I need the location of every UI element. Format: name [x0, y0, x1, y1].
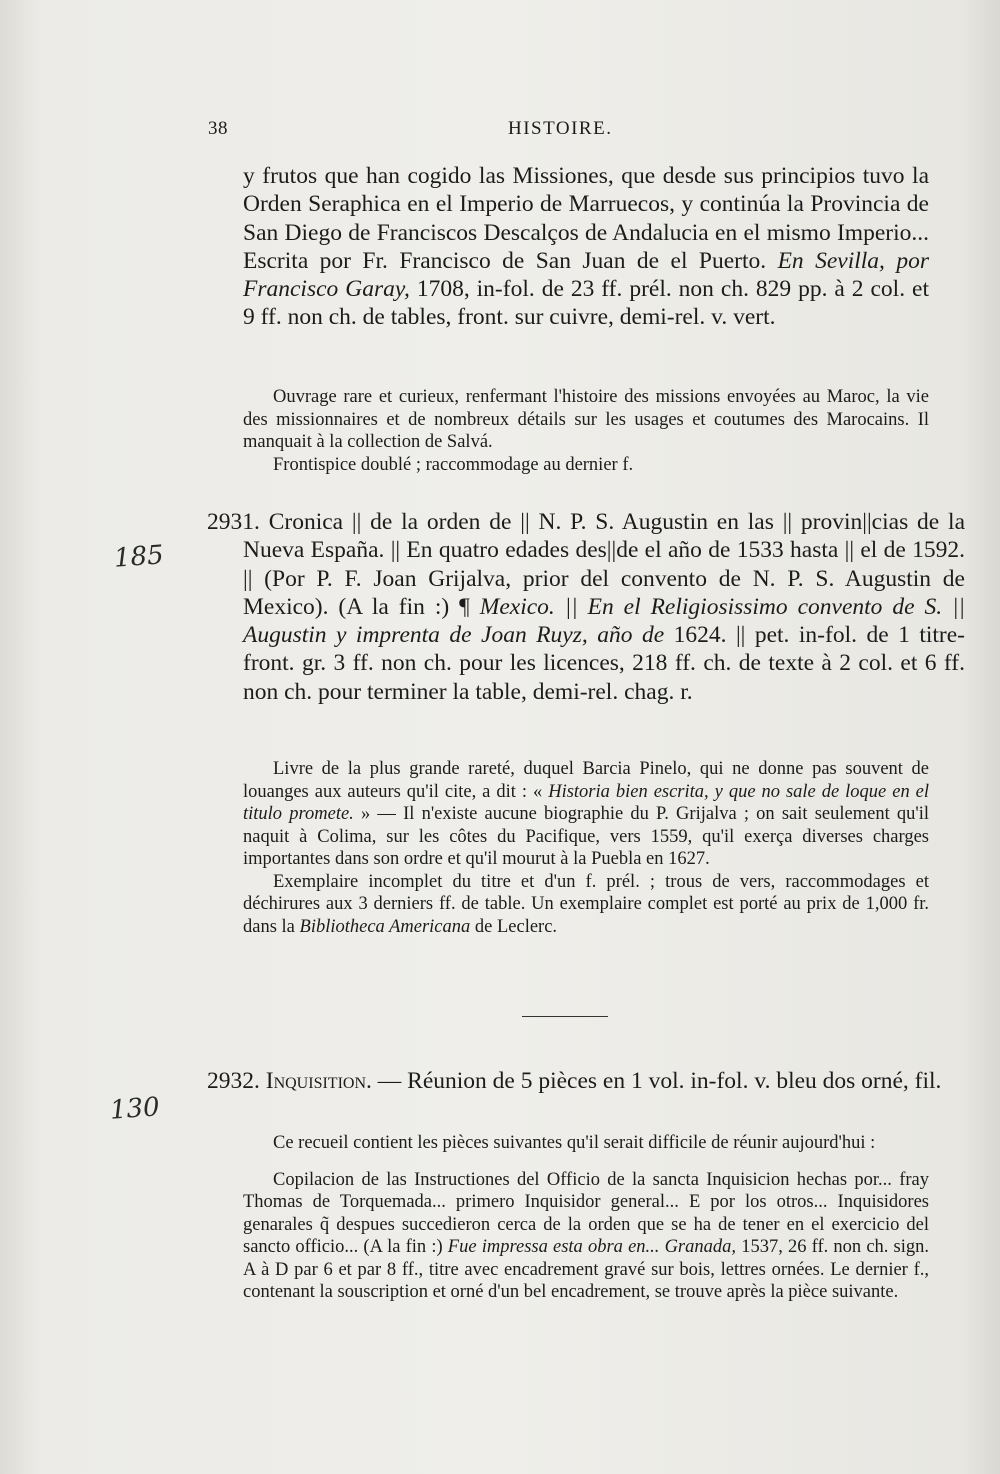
note-3-text-a: Copilacion de las Instructiones del Officio de la sancta Inquisicion hechas por... fray Thomas de Torquemada... primero Inquisidor general... E por los otros... Inquisidores genarales q̃ despues succedieron cerca de la orden que se ha de tener en el exercicio del sancto officio... (A la fin :)	[243, 1169, 929, 1257]
note-2-text-a: Livre de la plus grande rareté, duquel Barcia Pinelo, qui ne donne pas souvent de louanges aux auteurs qu'il cite, a dit : «	[243, 759, 929, 802]
note-1-paragraph-1: Ouvrage rare et curieux, renfermant l'histoire des missions envoyées au Maroc, la vie des missionnaires et de nombreux détails sur les usages et coutumes des Marocains. Il manquait à la collection de Salvá.	[243, 387, 929, 452]
note-3-paragraph-1: Ce recueil contient les pièces suivantes qu'il serait difficile de réunir aujourd'hui :	[273, 1133, 876, 1153]
section-divider	[522, 1016, 608, 1017]
handwritten-price-185: 185	[113, 540, 165, 574]
note-2-p2-text-a: Exemplaire incomplet du titre et d'un f. prél. ; trous de vers, raccommodages et déchirures aux 3 derniers ff. de table. Un exemplaire complet est porté au prix de 1,000 fr. dans la	[243, 871, 929, 937]
entry-continuation	[243, 162, 929, 332]
note-2-p2-text-b: de Leclerc.	[474, 916, 558, 937]
entry-2931	[207, 508, 965, 706]
entry-2932-number: 2932.	[207, 1068, 260, 1094]
note-2-quote: Historia bien escrita, y que no sale de loque en el titulo promete.	[243, 781, 930, 824]
entry-2931-text-a: Cronica || de la orden de || N. P. S. Augustin en las || provin||cias de la Nueva España. || En quatro edades des||de el año de 1533 hasta || el de 1592. || (Por P. F. Joan Grijalva, prior del convento de N. P. S. Augustin de Mexico). (A la fin :) ¶	[243, 509, 965, 620]
entry-2931-number: 2931.	[207, 509, 260, 535]
note-2-p2-title: Bibliotheca Americana	[299, 916, 471, 937]
note-3	[243, 1132, 929, 1304]
entry-2931-text-b: 1624. || pet. in-fol. de 1 titre-front. gr. 3 ff. non ch. pour les licences, 218 ff. ch. de texte à 2 col. et 6 ff. non ch. pour terminer la table, demi-rel. chag. r.	[243, 622, 965, 705]
entry-2932-text: — Réunion de 5 pièces en 1 vol. in-fol. v. bleu dos orné, fil.	[377, 1068, 942, 1094]
note-1	[243, 386, 929, 476]
entry-2932	[207, 1067, 965, 1095]
note-1-paragraph-2: Frontispice doublé ; raccommodage au dernier f.	[273, 454, 634, 475]
continuation-text: y frutos que han cogido las Missiones, que desde sus principios tuvo la Orden Seraphica en el Imperio de Marruecos, y continúa la Provincia de San Diego de Franciscos Descalços de Andalucia en el mismo Imperio... Escrita por Fr. Francisco de San Juan de el Puerto.	[243, 163, 929, 274]
running-title: HISTOIRE.	[508, 118, 613, 139]
handwritten-price-130: 130	[109, 1092, 161, 1126]
note-3-imprint: Fue impressa esta obra en... Granada,	[447, 1237, 737, 1257]
note-3-text-b: 1537, 26 ff. non ch. sign. A à D par 6 et par 8 ff., titre avec encadrement gravé sur bois, lettres ornées. Le dernier f., contenant la souscription et orné d'un bel encadrement, se trouve après la pièce suivante.	[243, 1237, 930, 1302]
note-2-text-b: » — Il n'existe aucune biographie du P. Grijalva ; on sait seulement qu'il naquit à Colima, sur les côtes du Pacifique, vers 1559, qu'il exerça diverses charges importantes dans son ordre et qu'il mourut à la Puebla en 1627.	[243, 804, 930, 869]
page-number: 38	[208, 118, 228, 139]
page-header	[0, 118, 1000, 142]
continuation-imprint: En Sevilla, por Francisco Garay,	[243, 247, 930, 303]
entry-2931-imprint: Mexico. || En el Religiosissimo convento de S. || Augustin y imprenta de Joan Ruyz, año de	[243, 593, 966, 649]
entry-2932-heading: Inquisition.	[265, 1068, 372, 1094]
continuation-tail: 1708, in-fol. de 23 ff. prél. non ch. 829 pp. à 2 col. et 9 ff. non ch. de tables, front. sur cuivre, demi-rel. v. vert.	[243, 276, 929, 331]
note-2	[243, 758, 929, 938]
